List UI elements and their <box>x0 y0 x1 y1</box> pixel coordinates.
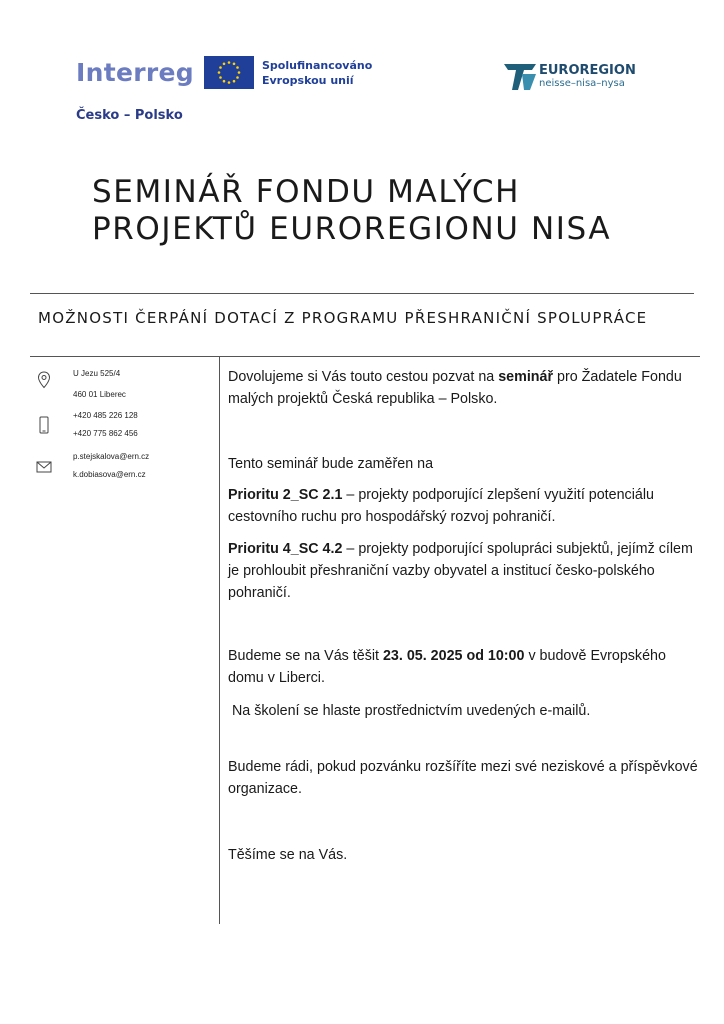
intro-text-c: pro Žadatele Fondu malých projektů Česká republika – Polsko. <box>228 369 682 407</box>
priority-2-paragraph <box>228 484 698 528</box>
page-title <box>92 174 611 248</box>
intro-text-a: Dovolujeme si Vás touto cestou pozvat na <box>228 369 499 385</box>
priority-2-text: – projekty podporující zlepšení využití potenciálu cestovního ruchu pro hospodářský rozvoj pohraničí. <box>228 487 654 525</box>
priority-2-label: Prioritu 2_SC 2.1 <box>228 487 343 503</box>
divider-top <box>30 293 694 294</box>
registration-paragraph: Na školení se hlaste prostřednictvím uvedených e-mailů. <box>228 703 591 719</box>
eu-text-line2: Evropskou unií <box>262 74 354 87</box>
title-line1: SEMINÁŘ FONDU MALÝCH <box>92 174 521 210</box>
address-line2: 460 01 Liberec <box>73 390 126 399</box>
interreg-logo: Interreg <box>76 58 194 87</box>
priority-4-text: – projekty podporující spolupráci subjektů, jejímž cílem je prohloubit přeshraniční vazby obyvatel a institucí česko-polského pohraničí. <box>228 541 693 601</box>
share-paragraph: Budeme rádi, pokud pozvánku rozšíříte mezi své neziskové a příspěvkové organizace. <box>228 759 698 797</box>
euroregion-subtitle: neisse–nisa–nysa <box>539 78 625 89</box>
page-subtitle: MOŽNOSTI ČERPÁNÍ DOTACÍ Z PROGRAMU PŘESHRANIČNÍ SPOLUPRÁCE <box>38 309 648 327</box>
title-line2: PROJEKTŮ EUROREGIONU NISA <box>92 211 612 247</box>
date-text-a: Budeme se na Vás těšit <box>228 648 383 664</box>
email-1[interactable]: p.stejskalova@ern.cz <box>73 452 150 461</box>
phone-2: +420 775 862 456 <box>73 429 138 438</box>
euroregion-logo-icon <box>502 60 538 94</box>
intro-text-bold: seminář <box>498 369 554 385</box>
address-line1: U Jezu 525/4 <box>73 369 121 378</box>
column-divider <box>219 356 220 924</box>
intro-paragraph <box>228 366 698 410</box>
mail-icon <box>36 458 52 476</box>
divider-middle <box>30 356 700 357</box>
priority-4-label: Prioritu 4_SC 4.2 <box>228 541 343 557</box>
eu-cofinanced-text <box>262 58 372 88</box>
date-text-bold: 23. 05. 2025 od 10:00 <box>382 648 525 664</box>
program-region: Česko – Polsko <box>76 108 183 123</box>
date-text-c: v budově Evropského domu v Liberci. <box>228 648 666 686</box>
email-2[interactable]: k.dobiasova@ern.cz <box>73 470 146 479</box>
eu-flag-icon <box>204 56 254 89</box>
focus-paragraph: Tento seminář bude zaměřen na <box>228 456 434 472</box>
euroregion-name: EUROREGION <box>539 63 636 78</box>
date-paragraph <box>228 645 698 689</box>
closing-paragraph: Těšíme se na Vás. <box>228 847 348 863</box>
eu-text-line1: Spolufinancováno <box>262 59 373 72</box>
location-pin-icon <box>36 371 52 389</box>
priority-4-paragraph <box>228 538 698 604</box>
phone-1: +420 485 226 128 <box>73 411 138 420</box>
phone-icon <box>36 416 52 434</box>
